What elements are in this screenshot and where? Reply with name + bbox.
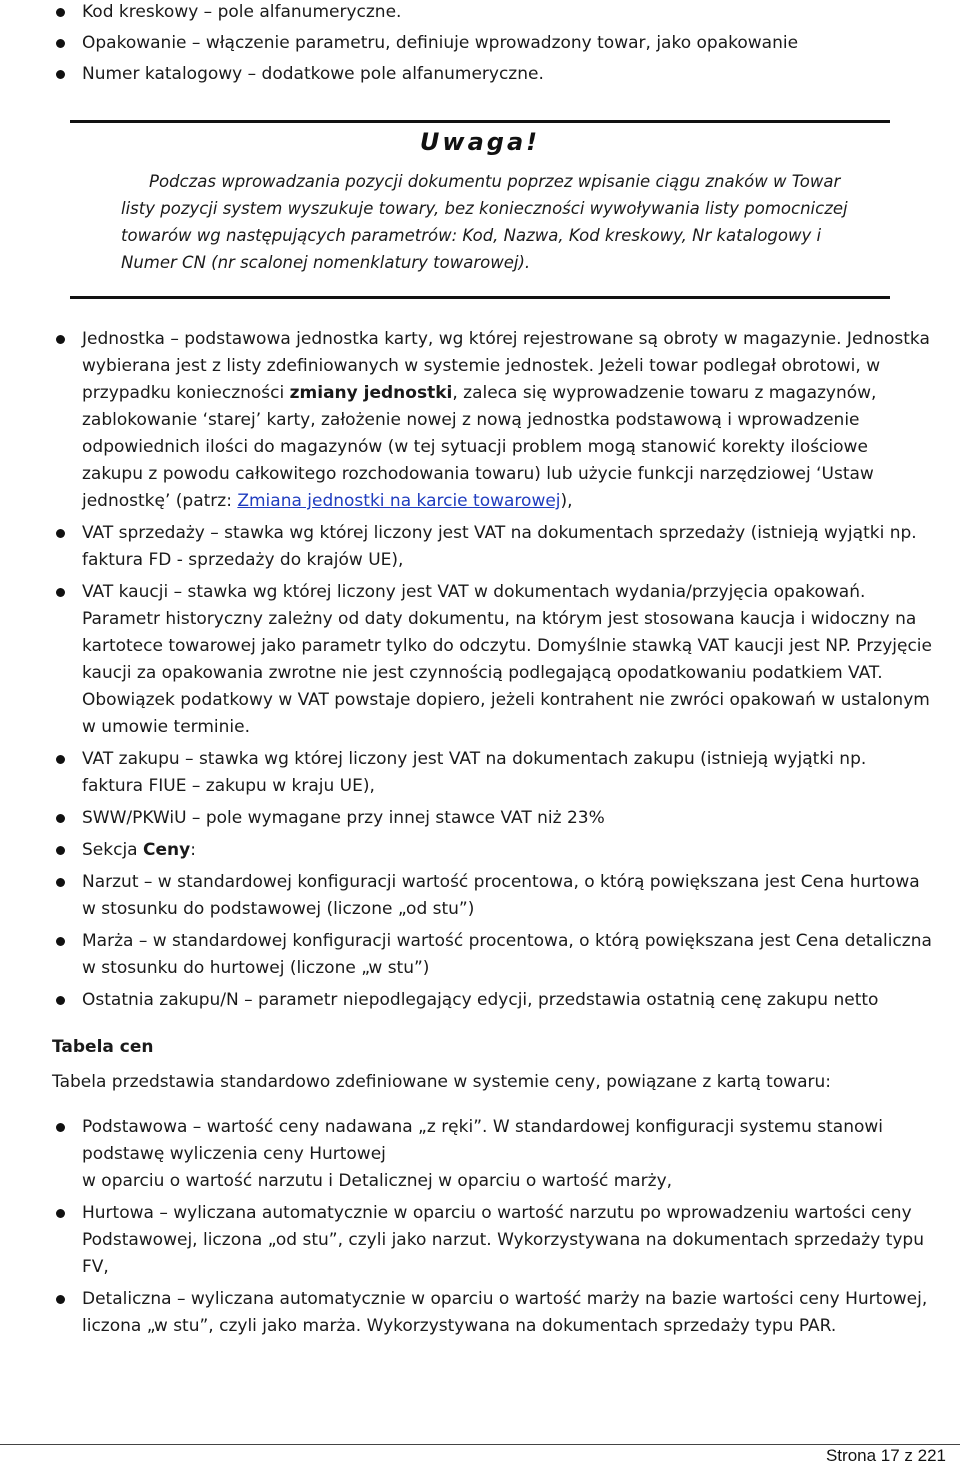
list-item-marza: Marża – w standardowej konfiguracji wartość procentowa, o którą powiększana jest Cena detaliczna w stosunku do hurtowej (liczone „w stu”) [0, 928, 960, 982]
list-item-vat-sprzedazy: VAT sprzedaży – stawka wg której liczony jest VAT na dokumentach sprzedaży (istnieją wyjątki np. faktura FD - sprzedaży do krajów UE), [0, 520, 960, 574]
list-item-ostatnia-zakupu: Ostatnia zakupu/N – parametr niepodlegający edycji, przedstawia ostatnią cenę zakupu netto [0, 987, 960, 1014]
list-item-numer-katalogowy: Numer katalogowy – dodatkowe pole alfanumeryczne. [0, 61, 960, 88]
list-item-hurtowa: Hurtowa – wyliczana automatycznie w oparciu o wartość narzutu po wprowadzeniu wartości ceny Podstawowej, liczona „od stu”, czyli jako narzut. Wykorzystywana na dokumentach sprzedaży typu FV, [0, 1200, 960, 1281]
jednostka-text-a: Jednostka – podstawowa jednostka karty, wg której rejestrowane są obroty w magazynie. Jednostka wybierana jest z listy zdefiniowanych w systemie jednostek. Jeżeli towar podlegał obrotowi, w przypadku konieczności [82, 329, 930, 403]
note-title: Uwaga! [419, 128, 541, 156]
note-text: Podczas wprowadzania pozycji dokumentu poprzez wpisanie ciągu znaków w Towar listy pozycji system wyszukuje towary, bez konieczności wywoływania listy pomocniczej towarów wg następujących parametrów: Kod, Nazwa, Kod kreskowy, Nr katalogowy i Numer CN (nr scalonej nomenklatury towarowej). [121, 172, 848, 272]
sekcja-bold: Ceny [143, 840, 191, 860]
podstawowa-text-2: w oparciu o wartość narzutu i Detalicznej w oparciu o wartość marży, [82, 1171, 673, 1191]
jednostka-text-b: , zaleca się wyprowadzenie towaru z magazynów, zablokowanie ‘starej’ karty, założenie nowej z nową jednostka podstawową i wprowadzenie odpowiednich ilości do magazynów (w tej sytuacji problem mogą stanowić korekty ilościowe zakupu z powodu całkowitego rozchodowania towaru) lub użycie funkcji narzędziowej ‘Ustaw jednostkę’ (patrz: [82, 383, 877, 511]
tabela-bullet-list [0, 1114, 960, 1340]
list-item-detaliczna: Detaliczna – wyliczana automatycznie w oparciu o wartość marży na bazie wartości ceny Hurtowej, liczona „w stu”, czyli jako marża. Wykorzystywana na dokumentach sprzedaży typu PAR. [0, 1286, 960, 1340]
list-item-vat-zakupu: VAT zakupu – stawka wg której liczony jest VAT na dokumentach zakupu (istnieją wyjątki np. faktura FIUE – zakupu w kraju UE), [0, 746, 960, 800]
sekcja-text-b: : [190, 840, 196, 860]
list-item-podstawowa [0, 1114, 960, 1195]
top-bullet-list [0, 0, 960, 88]
sekcja-text-a: Sekcja [82, 840, 143, 860]
page-number: Strona 17 z 221 [825, 1446, 946, 1465]
footer-rule [0, 1444, 960, 1445]
list-item-vat-kaucji: VAT kaucji – stawka wg której liczony jest VAT w dokumentach wydania/przyjęcia opakowań. Parametr historyczny zależny od daty dokumentu, na którym jest stosowana kaucja i widoczny na kartotece towarowej jako parametr tylko do odczytu. Domyślnie stawką VAT kaucji jest NP. Przyjęcie kaucji za opakowania zwrotne nie jest czynnością podlegającą opodatkowaniu podatkiem VAT. Obowiązek podatkowy w VAT powstaje dopiero, jeżeli kontrahent nie zwróci opakowań w ustalonym w umowie terminie. [0, 579, 960, 741]
list-item-narzut: Narzut – w standardowej konfiguracji wartość procentowa, o którą powiększana jest Cena hurtowa w stosunku do podstawowej (liczone „od stu”) [0, 869, 960, 923]
note-top-rule [70, 120, 890, 123]
zmiana-jednostki-link[interactable]: Zmiana jednostki na karcie towarowej [237, 491, 561, 511]
list-item-jednostka [0, 326, 960, 515]
list-item-kod-kreskowy: Kod kreskowy – pole alfanumeryczne. [0, 0, 960, 26]
list-item-opakowanie: Opakowanie – włączenie parametru, definiuje wprowadzony towar, jako opakowanie [0, 30, 960, 57]
section-intro: Tabela przedstawia standardowo zdefiniowane w systemie ceny, powiązane z kartą towaru: [52, 1072, 832, 1092]
section-title-tabela-cen: Tabela cen [52, 1037, 154, 1057]
note-bottom-rule [70, 296, 890, 299]
list-item-sekcja-ceny [0, 837, 960, 864]
note-body [121, 168, 861, 276]
podstawowa-text-1: Podstawowa – wartość ceny nadawana „z ręki”. W standardowej konfiguracji systemu stanowi podstawę wyliczenia ceny Hurtowej [82, 1117, 884, 1164]
list-item-sww: SWW/PKWiU – pole wymagane przy innej stawce VAT niż 23% [0, 805, 960, 832]
jednostka-bold: zmiany jednostki [289, 383, 453, 403]
jednostka-text-c: ), [560, 491, 573, 511]
main-bullet-list [0, 326, 960, 1014]
